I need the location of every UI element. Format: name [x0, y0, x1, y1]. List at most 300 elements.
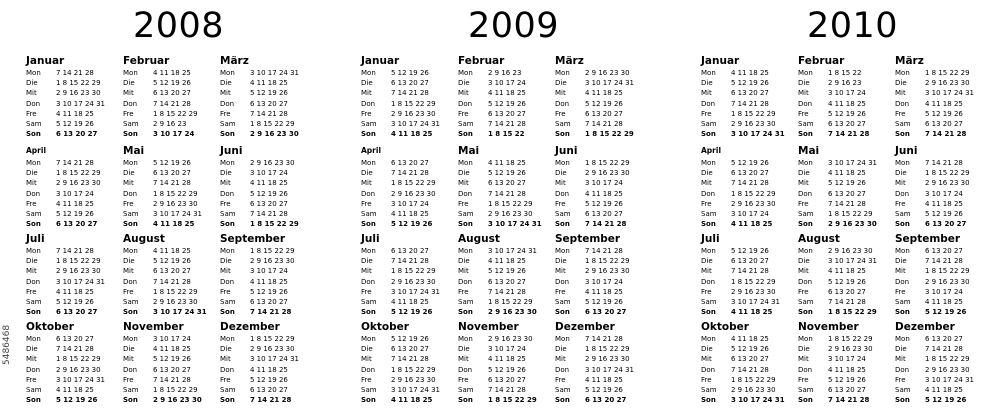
weekday-label: Don: [555, 189, 570, 198]
weekday-label: Sam: [123, 119, 139, 128]
weekday-label: Mon: [458, 335, 473, 343]
weekday-row: [123, 209, 218, 219]
weekday-row: [701, 68, 796, 78]
weekday-label: Don: [701, 365, 716, 374]
weekday-label: Don: [555, 365, 570, 374]
weekday-label: Mon: [555, 69, 570, 77]
weekday-row: [895, 158, 990, 168]
month-block: [458, 55, 553, 139]
day-numbers: 7 14 21 28: [731, 99, 769, 108]
day-numbers: 7 14 21 28: [925, 130, 967, 139]
day-numbers: 1 8 15 22 29: [585, 130, 634, 139]
weekday-label: Mit: [220, 89, 231, 98]
weekday-row: [361, 395, 456, 405]
day-numbers: 1 8 15 22 29: [153, 385, 198, 394]
weekday-label: Fre: [220, 199, 231, 208]
day-numbers: 2 9 16 23 30: [56, 89, 101, 98]
weekday-row: [220, 99, 315, 109]
month-block: [361, 233, 456, 317]
weekday-row: [895, 297, 990, 307]
weekday-row: [123, 68, 218, 78]
weekday-row: [458, 297, 553, 307]
weekday-row: [458, 109, 553, 119]
weekday-label: Don: [555, 99, 570, 108]
weekday-row: [798, 178, 893, 188]
weekday-row: [895, 209, 990, 219]
day-numbers: 3 10 17 24 31: [488, 247, 537, 255]
day-numbers: 5 12 19 26: [250, 89, 288, 98]
weekday-row: [26, 365, 121, 375]
weekday-row: [123, 287, 218, 297]
weekday-label: Die: [26, 169, 38, 178]
weekday-row: [361, 119, 456, 129]
month-block: [895, 55, 990, 139]
weekday-row: [555, 297, 650, 307]
day-numbers: 6 13 20 27: [585, 396, 627, 405]
day-numbers: 6 13 20 27: [925, 247, 963, 255]
weekday-label: Don: [26, 365, 41, 374]
weekday-row: [361, 109, 456, 119]
day-numbers: 7 14 21 28: [391, 355, 429, 364]
weekday-row: [458, 246, 553, 256]
weekday-label: Sam: [123, 297, 139, 306]
weekday-row: [220, 334, 315, 344]
weekday-row: [123, 354, 218, 364]
weekday-row: [701, 99, 796, 109]
weekday-label: Mit: [895, 179, 906, 188]
day-numbers: 6 13 20 27: [731, 89, 769, 98]
weekday-row: [361, 178, 456, 188]
weekday-label: Don: [895, 99, 910, 108]
month-name: Mai: [458, 145, 480, 157]
day-numbers: 7 14 21 28: [391, 169, 429, 178]
weekday-row: [458, 78, 553, 88]
weekday-label: Mit: [798, 179, 809, 188]
day-numbers: 5 12 19 26: [153, 355, 191, 364]
day-numbers: 3 10 17 24 31: [925, 89, 974, 98]
weekday-label: Son: [701, 130, 716, 139]
weekday-row: [555, 129, 650, 139]
weekday-row: [798, 385, 893, 395]
day-numbers: 2 9 16 23 30: [925, 79, 970, 88]
weekday-label: Son: [26, 220, 41, 229]
weekday-label: Don: [798, 189, 813, 198]
weekday-label: Die: [123, 169, 135, 178]
day-numbers: 1 8 15 22 29: [731, 109, 776, 118]
day-numbers: 3 10 17 24: [488, 79, 526, 88]
weekday-label: Die: [123, 79, 135, 88]
weekday-label: Son: [220, 220, 235, 229]
weekday-row: [26, 256, 121, 266]
weekday-row: [798, 209, 893, 219]
weekday-label: Mon: [220, 159, 235, 167]
weekday-label: Sam: [701, 297, 717, 306]
weekday-row: [26, 119, 121, 129]
weekday-label: Mon: [26, 247, 41, 255]
day-numbers: 2 9 16 23 30: [391, 277, 436, 286]
weekday-row: [26, 385, 121, 395]
day-numbers: 4 11 18 25: [731, 308, 773, 317]
weekday-row: [123, 307, 218, 317]
weekday-label: Mit: [26, 89, 37, 98]
day-numbers: 6 13 20 27: [488, 277, 526, 286]
weekday-row: [895, 78, 990, 88]
weekday-label: Die: [26, 345, 38, 354]
day-numbers: 5 12 19 26: [153, 79, 191, 88]
weekday-row: [701, 354, 796, 364]
weekday-label: Mon: [220, 335, 235, 343]
month-name: Februar: [123, 55, 170, 67]
day-numbers: 1 8 15 22 29: [56, 355, 101, 364]
month-name: November: [123, 321, 184, 333]
weekday-label: Die: [895, 257, 907, 266]
day-numbers: 1 8 15 22 29: [731, 189, 776, 198]
weekday-label: Don: [895, 277, 910, 286]
day-numbers: 1 8 15 22 29: [250, 247, 295, 255]
weekday-label: Die: [798, 257, 810, 266]
weekday-row: [701, 256, 796, 266]
weekday-label: Don: [555, 277, 570, 286]
day-numbers: 2 9 16 23 30: [488, 209, 533, 218]
weekday-row: [123, 178, 218, 188]
weekday-label: Don: [895, 365, 910, 374]
month-name: März: [220, 55, 249, 67]
weekday-row: [458, 307, 553, 317]
weekday-label: Fre: [361, 199, 372, 208]
weekday-label: Sam: [458, 209, 474, 218]
weekday-row: [458, 88, 553, 98]
weekday-row: [361, 385, 456, 395]
weekday-row: [26, 168, 121, 178]
weekday-row: [895, 189, 990, 199]
day-numbers: 4 11 18 25: [56, 385, 94, 394]
weekday-label: Die: [26, 79, 38, 88]
weekday-row: [123, 344, 218, 354]
day-numbers: 7 14 21 28: [828, 297, 866, 306]
weekday-label: Sam: [895, 209, 911, 218]
month-name: September: [555, 233, 621, 245]
weekday-row: [895, 354, 990, 364]
day-numbers: 7 14 21 28: [153, 375, 191, 384]
weekday-label: Sam: [458, 119, 474, 128]
weekday-row: [798, 246, 893, 256]
weekday-label: Son: [26, 130, 41, 139]
weekday-row: [701, 119, 796, 129]
weekday-row: [458, 129, 553, 139]
weekday-label: Die: [26, 257, 38, 266]
day-numbers: 4 11 18 25: [250, 179, 288, 188]
weekday-label: Mon: [26, 159, 41, 167]
day-numbers: 6 13 20 27: [250, 385, 288, 394]
month-block: [361, 145, 456, 229]
weekday-label: Mon: [361, 159, 376, 167]
day-numbers: 6 13 20 27: [153, 89, 191, 98]
day-numbers: 6 13 20 27: [828, 287, 866, 296]
weekday-row: [895, 99, 990, 109]
weekday-row: [361, 199, 456, 209]
weekday-row: [458, 334, 553, 344]
day-numbers: 7 14 21 28: [731, 365, 769, 374]
day-numbers: 4 11 18 25: [488, 159, 526, 167]
weekday-label: Die: [798, 169, 810, 178]
weekday-row: [798, 297, 893, 307]
day-numbers: 2 9 16 23 30: [488, 308, 537, 317]
day-numbers: 6 13 20 27: [56, 220, 98, 229]
weekday-label: Son: [798, 130, 813, 139]
day-numbers: 5 12 19 26: [828, 277, 866, 286]
weekday-label: Fre: [26, 109, 37, 118]
weekday-label: Die: [361, 169, 373, 178]
day-numbers: 2 9 16 23 30: [925, 179, 970, 188]
weekday-label: Fre: [220, 375, 231, 384]
weekday-label: Die: [701, 345, 713, 354]
weekday-row: [701, 277, 796, 287]
day-numbers: 3 10 17 24: [56, 189, 94, 198]
day-numbers: 4 11 18 25: [828, 99, 866, 108]
weekday-label: Sam: [458, 297, 474, 306]
month-block: [26, 321, 121, 405]
day-numbers: 6 13 20 27: [828, 189, 866, 198]
weekday-row: [26, 395, 121, 405]
weekday-row: [555, 287, 650, 297]
weekday-label: Don: [701, 189, 716, 198]
weekday-row: [123, 277, 218, 287]
weekday-label: Sam: [123, 385, 139, 394]
weekday-row: [458, 199, 553, 209]
day-numbers: 1 8 15 22 29: [585, 159, 630, 167]
day-numbers: 2 9 16 23 30: [585, 355, 630, 364]
day-numbers: 1 8 15 22 29: [488, 297, 533, 306]
day-numbers: 2 9 16 23 30: [56, 179, 101, 188]
weekday-row: [220, 297, 315, 307]
day-numbers: 4 11 18 25: [585, 189, 623, 198]
weekday-label: Don: [220, 277, 235, 286]
day-numbers: 7 14 21 28: [153, 99, 191, 108]
weekday-row: [798, 158, 893, 168]
weekday-label: Fre: [798, 199, 809, 208]
day-numbers: 3 10 17 24 31: [731, 130, 785, 139]
weekday-label: Die: [361, 79, 373, 88]
day-numbers: 3 10 17 24: [925, 189, 963, 198]
weekday-row: [458, 99, 553, 109]
weekday-label: Fre: [361, 109, 372, 118]
day-numbers: 7 14 21 28: [925, 257, 963, 266]
month-block: [701, 321, 796, 405]
day-numbers: 1 8 15 22: [488, 130, 525, 139]
day-numbers: 2 9 16 23 30: [731, 119, 776, 128]
month-block: [701, 145, 796, 229]
weekday-label: Mon: [458, 247, 473, 255]
day-numbers: 1 8 15 22 29: [731, 277, 776, 286]
weekday-row: [361, 256, 456, 266]
day-numbers: 3 10 17 24: [250, 267, 288, 276]
weekday-row: [895, 168, 990, 178]
day-numbers: 5 12 19 26: [250, 189, 288, 198]
weekday-row: [361, 375, 456, 385]
day-numbers: 6 13 20 27: [250, 99, 288, 108]
weekday-row: [220, 365, 315, 375]
weekday-label: Mit: [701, 267, 712, 276]
weekday-label: Sam: [26, 209, 42, 218]
weekday-row: [361, 129, 456, 139]
day-numbers: 6 13 20 27: [391, 79, 429, 88]
weekday-label: Son: [555, 220, 570, 229]
weekday-label: Son: [555, 308, 570, 317]
weekday-label: Die: [361, 345, 373, 354]
month-name: Dezember: [555, 321, 615, 333]
weekday-row: [220, 78, 315, 88]
day-numbers: 4 11 18 25: [153, 69, 191, 77]
weekday-label: Don: [26, 99, 41, 108]
weekday-row: [361, 365, 456, 375]
month-name: Januar: [26, 55, 65, 67]
weekday-row: [458, 168, 553, 178]
weekday-label: Son: [220, 396, 235, 405]
weekday-label: Die: [361, 257, 373, 266]
weekday-row: [26, 199, 121, 209]
weekday-row: [798, 266, 893, 276]
weekday-row: [26, 99, 121, 109]
day-numbers: 7 14 21 28: [250, 109, 288, 118]
weekday-row: [361, 246, 456, 256]
day-numbers: 2 9 16 23 30: [585, 267, 630, 276]
day-numbers: 3 10 17 24: [391, 199, 429, 208]
weekday-row: [361, 334, 456, 344]
weekday-row: [220, 395, 315, 405]
weekday-label: Don: [701, 99, 716, 108]
weekday-label: Die: [458, 257, 470, 266]
weekday-row: [26, 354, 121, 364]
weekday-row: [220, 277, 315, 287]
weekday-row: [701, 88, 796, 98]
weekday-row: [220, 158, 315, 168]
weekday-row: [123, 129, 218, 139]
day-numbers: 7 14 21 28: [250, 209, 288, 218]
weekday-row: [555, 354, 650, 364]
day-numbers: 5 12 19 26: [585, 99, 623, 108]
day-numbers: 5 12 19 26: [828, 375, 866, 384]
day-numbers: 4 11 18 25: [731, 335, 769, 343]
month-block: [123, 321, 218, 405]
weekday-row: [895, 277, 990, 287]
weekday-label: Son: [123, 130, 138, 139]
weekday-row: [26, 266, 121, 276]
weekday-row: [26, 307, 121, 317]
weekday-row: [555, 344, 650, 354]
day-numbers: 6 13 20 27: [925, 220, 967, 229]
day-numbers: 6 13 20 27: [925, 119, 963, 128]
weekday-row: [26, 344, 121, 354]
weekday-row: [361, 344, 456, 354]
weekday-row: [220, 109, 315, 119]
weekday-row: [701, 129, 796, 139]
weekday-row: [458, 287, 553, 297]
day-numbers: 4 11 18 25: [585, 375, 623, 384]
day-numbers: 2 9 16 23 30: [828, 220, 877, 229]
day-numbers: 4 11 18 25: [250, 277, 288, 286]
weekday-row: [458, 119, 553, 129]
month-block: [555, 321, 650, 405]
weekday-label: Die: [555, 79, 567, 88]
weekday-row: [26, 109, 121, 119]
weekday-row: [220, 209, 315, 219]
weekday-row: [701, 307, 796, 317]
weekday-row: [458, 256, 553, 266]
month-name: März: [555, 55, 584, 67]
weekday-label: Sam: [555, 209, 571, 218]
weekday-label: Don: [895, 189, 910, 198]
day-numbers: 2 9 16 23 30: [153, 396, 202, 405]
day-numbers: 4 11 18 25: [153, 345, 191, 354]
weekday-row: [123, 375, 218, 385]
weekday-label: Don: [458, 365, 473, 374]
weekday-row: [123, 119, 218, 129]
day-numbers: 4 11 18 25: [153, 220, 195, 229]
day-numbers: 5 12 19 26: [153, 257, 191, 266]
month-block: [458, 321, 553, 405]
weekday-label: Son: [361, 130, 376, 139]
day-numbers: 1 8 15 22 29: [56, 79, 101, 88]
weekday-row: [458, 189, 553, 199]
weekday-label: Mon: [123, 335, 138, 343]
weekday-label: Fre: [798, 375, 809, 384]
day-numbers: 4 11 18 25: [56, 287, 94, 296]
day-numbers: 2 9 16 23 30: [153, 199, 198, 208]
month-block: [701, 233, 796, 317]
day-numbers: 4 11 18 25: [250, 365, 288, 374]
weekday-row: [220, 307, 315, 317]
day-numbers: 1 8 15 22 29: [250, 119, 295, 128]
weekday-label: Mit: [555, 355, 566, 364]
day-numbers: 5 12 19 26: [731, 159, 769, 167]
weekday-label: Don: [798, 277, 813, 286]
month-block: [555, 145, 650, 229]
day-numbers: 4 11 18 25: [391, 130, 433, 139]
weekday-row: [555, 88, 650, 98]
day-numbers: 2 9 16 23 30: [585, 169, 630, 178]
day-numbers: 5 12 19 26: [585, 385, 623, 394]
month-block: [26, 233, 121, 317]
weekday-label: Sam: [701, 209, 717, 218]
weekday-label: Mit: [701, 355, 712, 364]
weekday-row: [798, 168, 893, 178]
weekday-row: [798, 109, 893, 119]
weekday-label: Son: [123, 396, 138, 405]
weekday-row: [895, 334, 990, 344]
month-block: [361, 55, 456, 139]
day-numbers: 7 14 21 28: [250, 396, 292, 405]
weekday-label: Sam: [361, 385, 377, 394]
weekday-label: Mon: [555, 335, 570, 343]
day-numbers: 7 14 21 28: [488, 385, 526, 394]
weekday-row: [798, 287, 893, 297]
weekday-label: Mit: [123, 89, 134, 98]
month-name: April: [361, 146, 382, 155]
weekday-row: [701, 189, 796, 199]
day-numbers: 7 14 21 28: [731, 267, 769, 276]
weekday-row: [123, 334, 218, 344]
month-block: [798, 145, 893, 229]
day-numbers: 3 10 17 24: [153, 130, 195, 139]
weekday-label: Mit: [26, 355, 37, 364]
weekday-label: Fre: [555, 109, 566, 118]
weekday-row: [458, 385, 553, 395]
day-numbers: 5 12 19 26: [250, 287, 288, 296]
weekday-label: Fre: [701, 287, 712, 296]
day-numbers: 7 14 21 28: [488, 189, 526, 198]
day-numbers: 6 13 20 27: [391, 345, 429, 354]
weekday-row: [895, 68, 990, 78]
